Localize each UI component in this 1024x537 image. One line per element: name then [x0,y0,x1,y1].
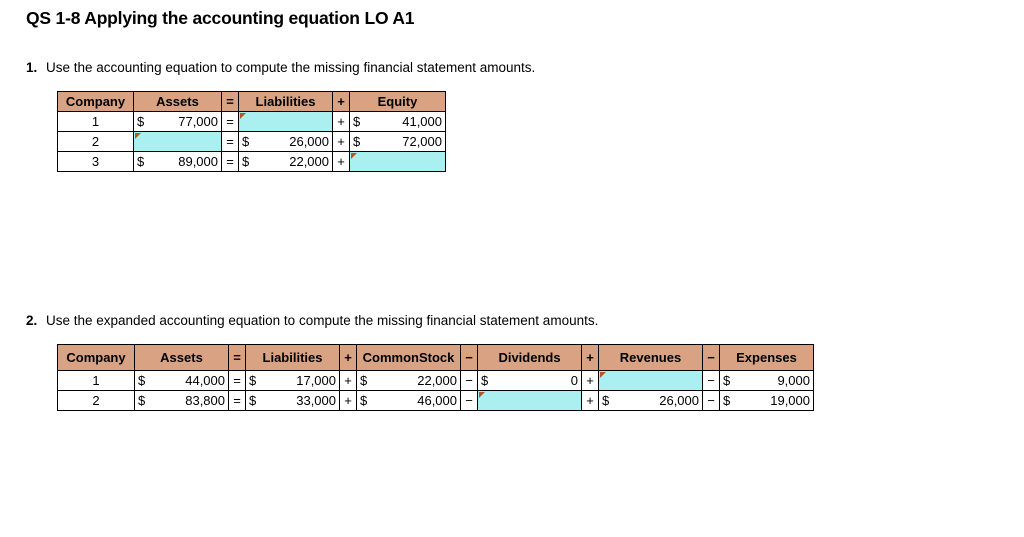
cell-minus-1: − [461,391,478,411]
table-row [58,152,446,172]
cell-plus: + [333,132,350,152]
cell-plus: + [333,112,350,132]
cell-equals: = [222,112,239,132]
cell-assets-amount: 77,000 [152,112,222,132]
cell-equity-dollar: $ [350,132,368,152]
cell-assets-dollar: $ [135,391,153,411]
input-equity-dollar[interactable] [350,152,368,172]
cell-equals: = [229,371,246,391]
header-liabilities: Liabilities [239,92,333,112]
cell-assets-amount: 83,800 [153,391,229,411]
question-1-number: 1. [26,60,38,75]
cell-commonstock-dollar: $ [357,371,375,391]
table-header-row [58,345,814,371]
header-minus-2: − [703,345,720,371]
accounting-equation-table-1 [57,91,446,172]
cell-company: 1 [58,112,134,132]
table-header-row [58,92,446,112]
cell-liabilities-dollar: $ [239,132,257,152]
header-liabilities: Liabilities [246,345,340,371]
question-2-prompt [26,313,814,328]
input-assets-amount[interactable] [152,132,222,152]
cell-plus-1: + [340,391,357,411]
header-equity: Equity [350,92,446,112]
table-row [58,391,814,411]
header-equals: = [222,92,239,112]
expanded-accounting-equation-table-2 [57,344,814,411]
cell-assets-amount: 89,000 [152,152,222,172]
input-liabilities-amount[interactable] [257,112,333,132]
cell-minus-2: − [703,371,720,391]
cell-commonstock-amount: 22,000 [375,371,461,391]
header-assets: Assets [134,92,222,112]
cell-equity-amount: 72,000 [368,132,446,152]
header-commonstock: CommonStock [357,345,461,371]
header-dividends: Dividends [478,345,582,371]
input-liabilities-dollar[interactable] [239,112,257,132]
cell-company: 1 [58,371,135,391]
input-equity-amount[interactable] [368,152,446,172]
header-equals: = [229,345,246,371]
cell-liabilities-amount: 22,000 [257,152,333,172]
input-revenues-dollar[interactable] [599,371,617,391]
question-1-prompt [26,60,535,75]
cell-liabilities-amount: 33,000 [264,391,340,411]
cell-assets-dollar: $ [135,371,153,391]
header-minus-1: − [461,345,478,371]
cell-expenses-dollar: $ [720,391,738,411]
table-row [58,112,446,132]
cell-company: 2 [58,132,134,152]
input-assets-dollar[interactable] [134,132,152,152]
cell-dividends-amount: 0 [496,371,582,391]
header-plus-1: + [340,345,357,371]
input-revenues-amount[interactable] [617,371,703,391]
question-1-text: Use the accounting equation to compute the missing financial statement amounts. [46,60,536,75]
cell-commonstock-amount: 46,000 [375,391,461,411]
cell-company: 2 [58,391,135,411]
question-2-number: 2. [26,313,38,328]
cell-liabilities-amount: 26,000 [257,132,333,152]
cell-equals: = [229,391,246,411]
input-dividends-amount[interactable] [496,391,582,411]
question-2-block [26,313,814,411]
header-company: Company [58,345,135,371]
question-2-text: Use the expanded accounting equation to compute the missing financial statement amounts. [46,313,599,328]
cell-company: 3 [58,152,134,172]
cell-liabilities-amount: 17,000 [264,371,340,391]
cell-expenses-dollar: $ [720,371,738,391]
cell-equals: = [222,152,239,172]
cell-revenues-dollar: $ [599,391,617,411]
cell-assets-dollar: $ [134,112,152,132]
cell-liabilities-dollar: $ [246,371,264,391]
cell-equals: = [222,132,239,152]
cell-minus-2: − [703,391,720,411]
input-dividends-dollar[interactable] [478,391,496,411]
cell-plus-1: + [340,371,357,391]
cell-equity-amount: 41,000 [368,112,446,132]
header-expenses: Expenses [720,345,814,371]
cell-dividends-dollar: $ [478,371,496,391]
page-title: QS 1-8 Applying the accounting equation LO A1 [26,8,415,28]
cell-assets-amount: 44,000 [153,371,229,391]
cell-liabilities-dollar: $ [246,391,264,411]
cell-expenses-amount: 9,000 [738,371,814,391]
cell-expenses-amount: 19,000 [738,391,814,411]
question-1-block [26,60,535,172]
cell-minus-1: − [461,371,478,391]
header-plus-2: + [582,345,599,371]
cell-revenues-amount: 26,000 [617,391,703,411]
cell-equity-dollar: $ [350,112,368,132]
cell-plus-2: + [582,371,599,391]
header-company: Company [58,92,134,112]
cell-liabilities-dollar: $ [239,152,257,172]
header-assets: Assets [135,345,229,371]
cell-commonstock-dollar: $ [357,391,375,411]
cell-plus: + [333,152,350,172]
table-row [58,371,814,391]
header-revenues: Revenues [599,345,703,371]
table-row [58,132,446,152]
cell-plus-2: + [582,391,599,411]
header-plus: + [333,92,350,112]
cell-assets-dollar: $ [134,152,152,172]
